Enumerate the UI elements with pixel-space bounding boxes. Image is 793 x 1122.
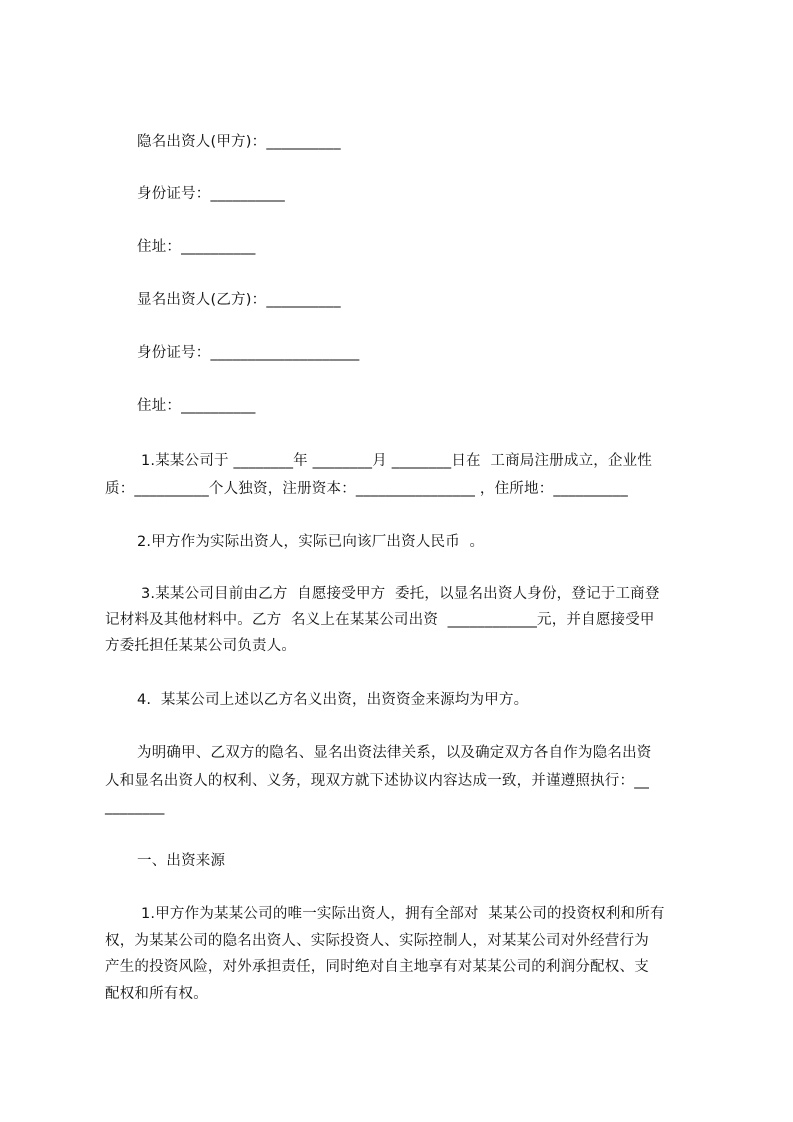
clause-3-line-1: 3.某某公司目前由乙方 自愿接受甲方 委托，以显名出资人身份，登记于工商登 (141, 586, 660, 602)
clause-1-line-1: 1.某某公司于 ________年 ________月 ________日在 工商局注册成立，企业性 (141, 453, 653, 469)
clause-4-line: 4. 某某公司上述以乙方名义出资，出资资金来源均为甲方。 (137, 692, 529, 708)
party-a-id-line: 身份证号：__________ (137, 186, 285, 202)
section-heading: 一、出资来源 (137, 853, 226, 869)
preamble-line-1: 为明确甲、乙双方的隐名、显名出资法律关系，以及确定双方各自作为隐名出资 (137, 745, 652, 761)
section-1-line-2: 权，为某某公司的隐名出资人、实际投资人、实际控制人，对某某公司对外经营行为 (105, 933, 649, 949)
section-1-line-4: 配权和所有权。 (105, 986, 208, 1002)
preamble-line-3: ________ (105, 799, 165, 815)
party-a-address-line: 住址：__________ (137, 239, 256, 255)
clause-3-line-3: 方委托担任某某公司负责人。 (105, 638, 297, 654)
clause-2-line: 2.甲方作为实际出资人，实际已向该厂出资人民币 。 (137, 534, 485, 550)
section-1-line-1: 1.甲方作为某某公司的唯一实际出资人，拥有全部对 某某公司的投资权利和所有 (141, 906, 665, 922)
hidden-investor-line: 隐名出资人(甲方)：__________ (137, 134, 341, 150)
preamble-line-2: 人和显名出资人的权利、义务，现双方就下述协议内容达成一致，并谨遵照执行：__ (105, 773, 650, 789)
nominal-investor-line: 显名出资人(乙方)：__________ (137, 292, 341, 308)
party-b-address-line: 住址：__________ (137, 398, 256, 414)
clause-1-line-2: 质：__________个人独资，注册资本：________________ ，住所地：__________ (105, 481, 628, 497)
party-b-id-line: 身份证号：____________________ (137, 345, 360, 361)
section-1-line-3: 产生的投资风险，对外承担责任，同时绝对自主地享有对某某公司的利润分配权、支 (105, 959, 649, 975)
clause-3-line-2: 记材料及其他材料中。乙方 名义上在某某公司出资 ____________元，并自愿接受甲 (105, 612, 655, 628)
